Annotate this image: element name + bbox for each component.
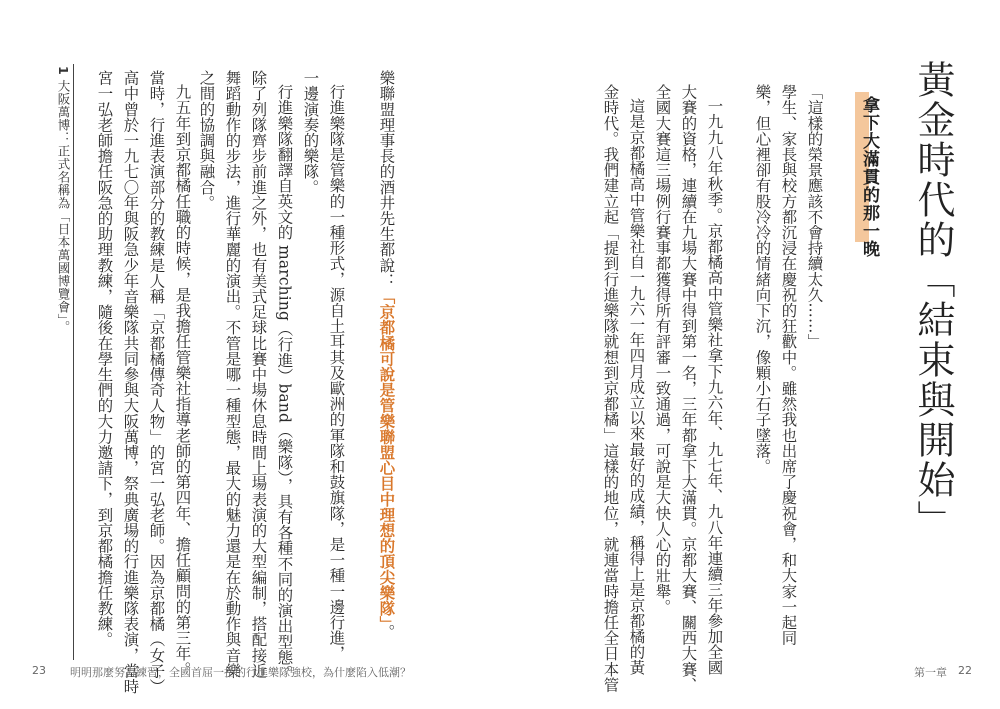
left-column-10: 高中曾於一九七〇年與阪急少年音樂隊共同參與大阪萬博，祭典廣場的行進樂隊表演，當時 <box>121 70 140 694</box>
running-header: 明明那麼努力練習，全國首屈一指的行進樂隊強校，為什麼陷入低潮？ <box>70 666 411 679</box>
right-column-7: 這是京都橘高中管樂社自一九六一年四月成立以來最好的成績，稱得上是京都橘的黃 <box>627 98 646 676</box>
chapter-label: 第一章 <box>914 666 947 679</box>
left-column-8: 九五年到京都橘任職的時候，是我擔任管樂社指導老師的第四年、擔任顧問的第三年。 <box>173 84 192 677</box>
right-column-2: 學生、家長與校方都沉浸在慶祝的狂歡中。雖然我也出席了慶祝會，和大家一起同 <box>779 84 798 646</box>
footnote-divider <box>73 64 74 660</box>
right-column-3: 樂，但心裡卻有股冷冷的情緒向下沉，像顆小石子墜落。 <box>753 84 772 474</box>
right-column-8: 金時代。我們建立起「提到行進樂隊就想到京都橘」這樣的地位，就連當時擔任全日本管 <box>601 84 620 693</box>
left-column-6: 舞蹈動作的步法，進行華麗的演出。不管是哪一種型態，最大的魅力還是在於動作與音樂 <box>223 70 242 679</box>
left-column-4: 行進樂隊翻譯自英文的 marching（行進）band（樂隊），具有各種不同的演出型態。 <box>275 84 294 681</box>
left-column-3: 一邊演奏的樂隊。 <box>301 70 320 195</box>
section-subtitle: 拿下大滿貫的那一晚 <box>859 96 879 258</box>
right-column-5: 大賽的資格，連續在九場大賽中得到第一名，三年都拿下大滿貫。京都大賽、關西大賽、 <box>679 84 698 693</box>
footnote-text: 大阪萬博：正式名稱為「日本萬國博覽會」。 <box>56 79 71 334</box>
right-column-6: 全國大賽這三場例行賽事都獲得所有評審一致通過，可說是大快人心的壯舉。 <box>653 84 672 615</box>
right-column-1: 「這樣的榮景應該不會持續太久……」 <box>805 84 824 350</box>
footnote-number: 1 <box>56 66 71 76</box>
left-column-2: 行進樂隊是管樂的一種形式，源自土耳其及歐洲的軍隊和鼓旗隊，是一種一邊行進， <box>327 84 346 662</box>
left-column-1 <box>377 70 396 640</box>
highlight-quote: 「京都橘可說是管樂聯盟心目中理想的頂尖樂隊」 <box>377 288 396 624</box>
quote-intro: 樂聯盟理事長的酒井先生都說： <box>377 70 396 289</box>
left-page-number: 23 <box>32 664 46 677</box>
left-column-7: 之間的協調與融合。 <box>197 70 216 211</box>
subtitle-block <box>855 92 881 258</box>
left-column-11: 宮一弘老師擔任阪急的助理教練，隨後在學生們的大力邀請下，到京都橘擔任教練。 <box>95 70 114 648</box>
left-column-5: 除了列隊齊步前進之外，也有美式足球比賽中場休息時間上場表演的大型編制，搭配接近 <box>249 70 268 679</box>
footnote <box>54 66 72 333</box>
left-column-9: 當時，行進表演部分的教練是人稱「京都橘傳奇人物」的宮一弘老師。因為京都橘（女子） <box>147 70 166 694</box>
right-page-number: 22 <box>958 664 972 677</box>
chapter-title: 黃金時代的「結束與開始」 <box>911 60 955 540</box>
quote-end-punct: 。 <box>377 623 396 640</box>
right-column-4: 一九九八年秋季。京都橘高中管樂社拿下九六年、九七年、九八年連續三年參加全國 <box>705 98 724 676</box>
